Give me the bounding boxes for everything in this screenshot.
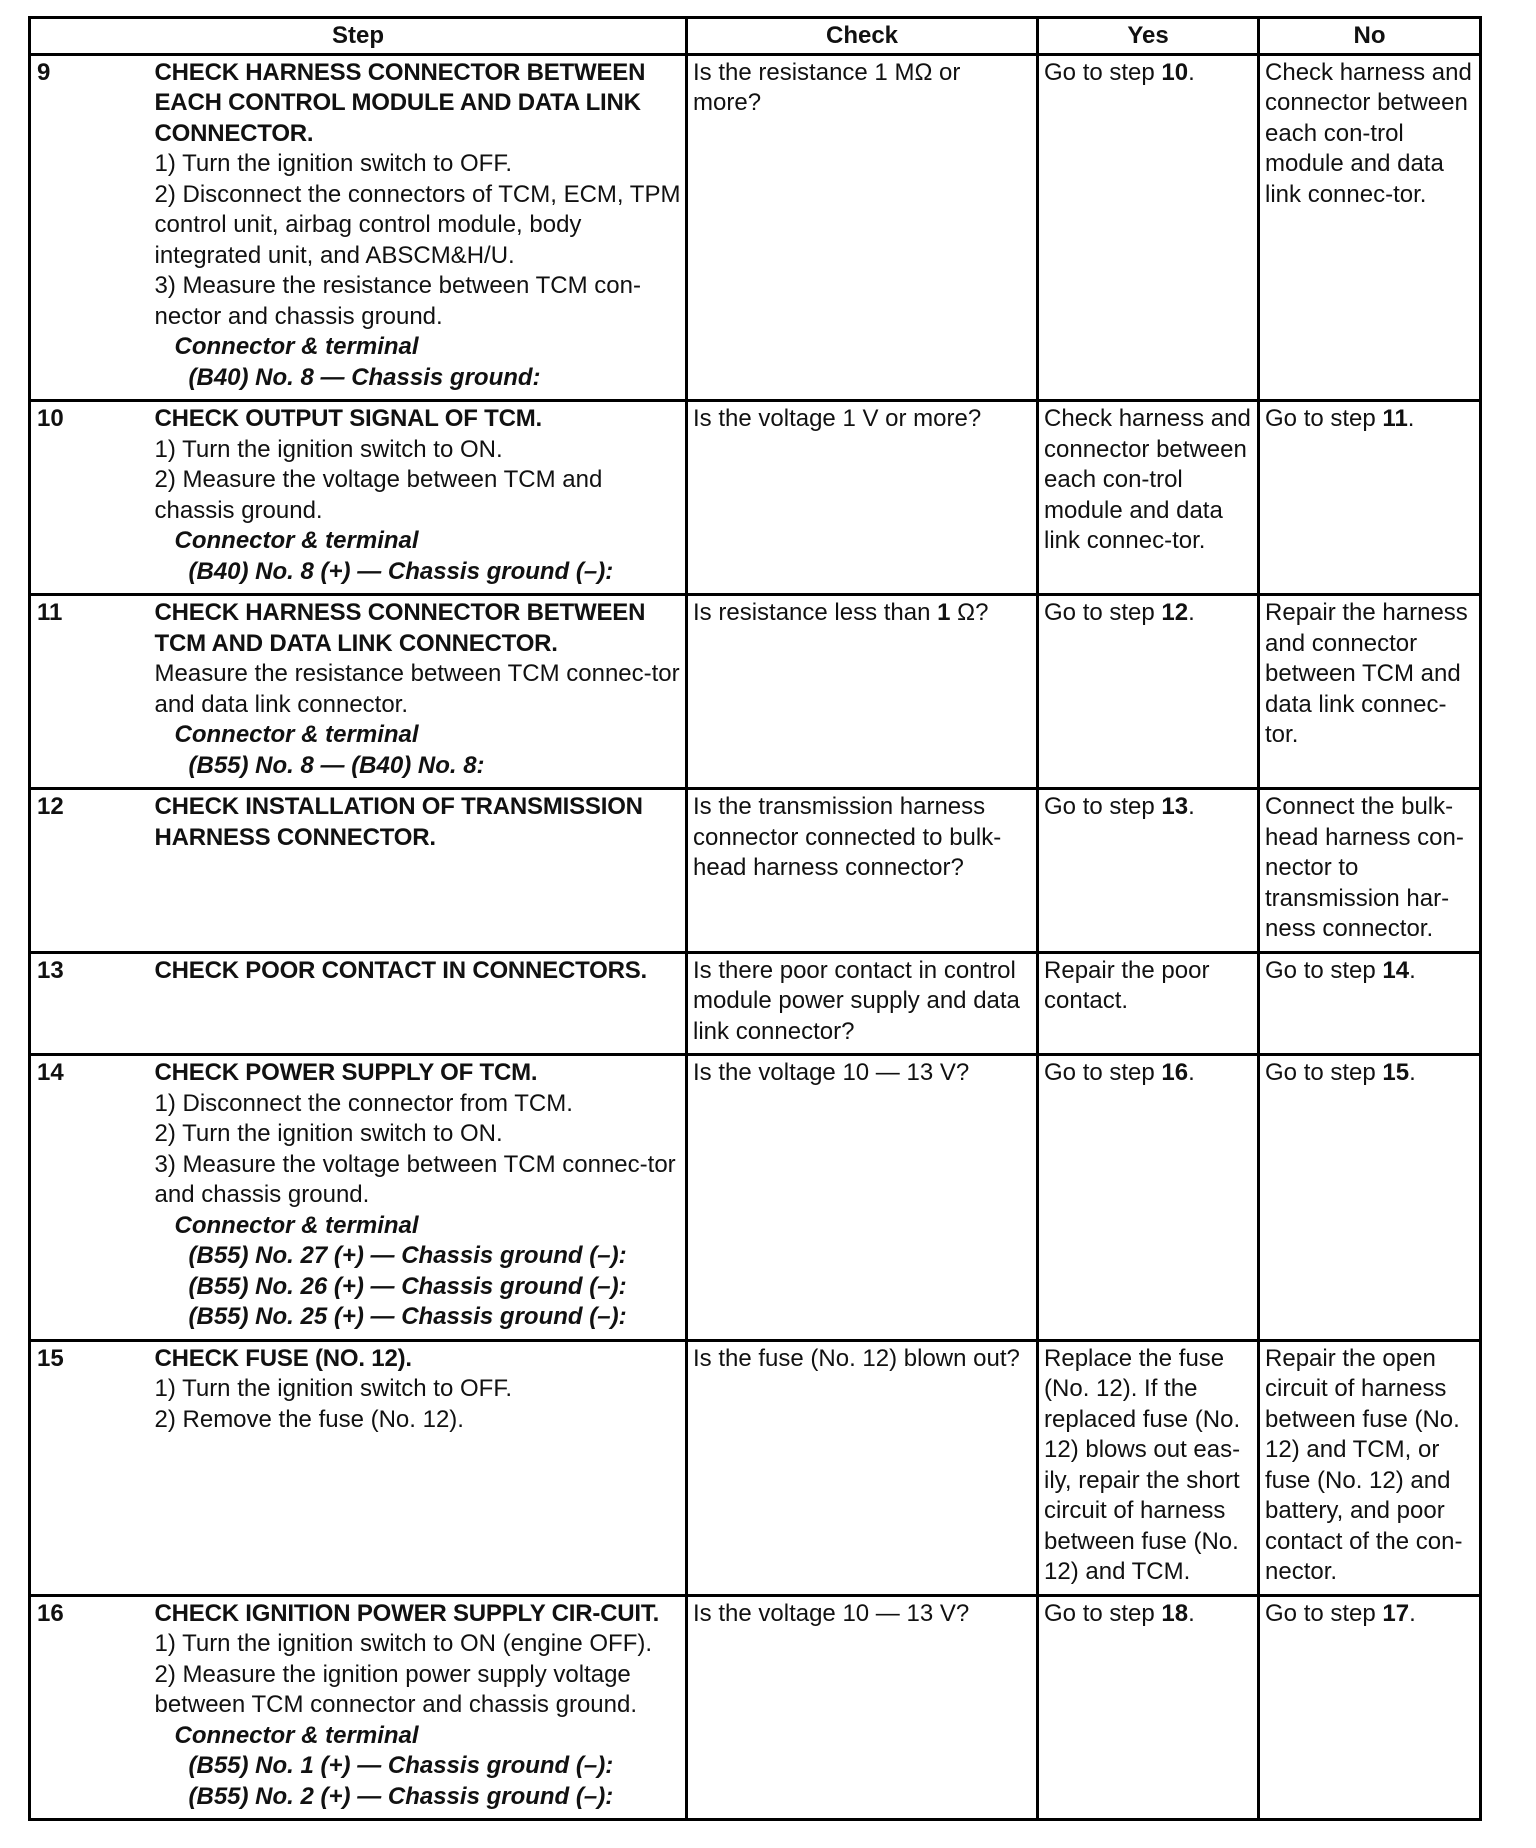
step-description-cell xyxy=(149,1595,687,1820)
no-cell xyxy=(1259,54,1481,401)
go-to-suffix: . xyxy=(1407,405,1415,432)
no-cell xyxy=(1259,1595,1481,1820)
yes-cell xyxy=(1038,1055,1259,1341)
next-step-number: 13 xyxy=(1161,793,1189,820)
no-cell xyxy=(1259,1340,1481,1595)
step-number: 15 xyxy=(37,1344,64,1372)
header-step: Step xyxy=(30,18,687,55)
step-number-cell xyxy=(30,1595,149,1820)
connector-terminal-label: Connector & terminal xyxy=(174,527,419,554)
no-cell xyxy=(1259,595,1481,789)
yes-text: Check harness and connector between each con-trol module and data link connec-tor. xyxy=(1044,405,1251,554)
step-description-cell xyxy=(149,1340,687,1595)
yes-cell xyxy=(1038,401,1259,595)
procedure-line: 2) Turn the ignition switch to ON. xyxy=(154,1120,503,1147)
next-step-number: 12 xyxy=(1161,599,1189,626)
diagnostic-table xyxy=(28,16,1482,1821)
table-row xyxy=(30,54,1481,401)
procedure-line: 2) Measure the ignition power supply voltage between TCM connector and chassis ground. xyxy=(154,1660,637,1718)
step-number: 12 xyxy=(37,793,64,820)
step-title: CHECK HARNESS CONNECTOR BETWEEN TCM AND DATA LINK CONNECTOR. xyxy=(154,599,646,657)
step-title: CHECK IGNITION POWER SUPPLY CIR-CUIT. xyxy=(154,1599,660,1627)
go-to-suffix: . xyxy=(1188,793,1195,820)
step-number: 13 xyxy=(37,956,64,984)
check-cell xyxy=(687,952,1038,1055)
step-title: CHECK POWER SUPPLY OF TCM. xyxy=(154,1059,538,1086)
terminal-spec: (B55) No. 27 (+) — Chassis ground (–): xyxy=(188,1242,627,1269)
table-header-row xyxy=(30,18,1481,55)
step-number: 14 xyxy=(37,1059,64,1086)
procedure-line: 3) Measure the voltage between TCM connec-tor and chassis ground. xyxy=(154,1150,676,1208)
procedure-line: 1) Disconnect the connector from TCM. xyxy=(154,1089,573,1117)
terminal-spec: (B55) No. 1 (+) — Chassis ground (–): xyxy=(188,1752,614,1779)
terminal-spec: (B40) No. 8 (+) — Chassis ground (–): xyxy=(188,557,614,585)
yes-cell xyxy=(1038,952,1259,1055)
go-to-suffix: . xyxy=(1409,956,1416,984)
connector-terminal-label: Connector & terminal xyxy=(174,333,419,360)
next-step-number: 14 xyxy=(1382,956,1410,984)
step-number-cell xyxy=(30,54,149,401)
step-number: 9 xyxy=(37,58,51,86)
next-step-number: 16 xyxy=(1161,1059,1189,1086)
next-step-number: 18 xyxy=(1161,1599,1189,1627)
no-text: Repair the harness and connector between TCM and data link connec-tor. xyxy=(1265,599,1468,748)
connector-terminal-label: Connector & terminal xyxy=(174,1211,419,1239)
header-no: No xyxy=(1259,18,1481,55)
procedure-line: 2) Measure the voltage between TCM and chassis ground. xyxy=(154,466,603,524)
step-number-cell xyxy=(30,1340,149,1595)
no-text: Repair the open circuit of harness between fuse (No. 12) and TCM, or fuse (No. 12) and battery, and poor contact of the con-nector. xyxy=(1265,1344,1463,1585)
go-to-suffix: . xyxy=(1409,1599,1416,1627)
yes-text: Replace the fuse (No. 12). If the replaced fuse (No. 12) blows out eas-ily, repair the short circuit of harness between fuse (No. 12) and TCM. xyxy=(1044,1344,1241,1585)
go-to-text: Go to step xyxy=(1044,793,1162,820)
check-cell xyxy=(687,1055,1038,1341)
step-number-cell xyxy=(30,952,149,1055)
check-text: Is there poor contact in control module power supply and data link connector? xyxy=(693,956,1020,1045)
check-cell xyxy=(687,401,1038,595)
step-title: CHECK OUTPUT SIGNAL OF TCM. xyxy=(154,405,542,432)
no-cell xyxy=(1259,952,1481,1055)
connector-terminal-label: Connector & terminal xyxy=(174,1721,419,1749)
check-cell xyxy=(687,1340,1038,1595)
check-text: Is the resistance 1 MΩ or more? xyxy=(693,58,961,116)
table-row xyxy=(30,952,1481,1055)
procedure-line: 1) Turn the ignition switch to OFF. xyxy=(154,150,512,177)
yes-cell xyxy=(1038,595,1259,789)
go-to-suffix: . xyxy=(1188,58,1195,86)
go-to-text: Go to step xyxy=(1044,1599,1162,1627)
step-number-cell xyxy=(30,789,149,953)
procedure-line: 1) Turn the ignition switch to ON (engine OFF). xyxy=(154,1630,653,1657)
yes-cell xyxy=(1038,54,1259,401)
table-row xyxy=(30,1595,1481,1820)
table-row xyxy=(30,1055,1481,1341)
no-cell xyxy=(1259,789,1481,953)
check-value: 1 xyxy=(937,599,951,626)
terminal-spec: (B55) No. 2 (+) — Chassis ground (–): xyxy=(188,1782,614,1810)
procedure-line: 1) Turn the ignition switch to OFF. xyxy=(154,1375,512,1402)
go-to-suffix: . xyxy=(1188,1059,1195,1086)
go-to-suffix: . xyxy=(1188,599,1195,626)
step-number: 16 xyxy=(37,1599,64,1627)
go-to-text: Go to step xyxy=(1044,1059,1162,1086)
next-step-number: 17 xyxy=(1382,1599,1410,1627)
check-text: Is the voltage 10 — 13 V? xyxy=(693,1059,970,1086)
step-description-cell xyxy=(149,789,687,953)
procedure-line: Measure the resistance between TCM connec-tor and data link connector. xyxy=(154,660,680,718)
step-title: CHECK INSTALLATION OF TRANSMISSION HARNESS CONNECTOR. xyxy=(154,793,643,851)
step-number-cell xyxy=(30,595,149,789)
next-step-number: 11 xyxy=(1382,405,1408,432)
step-description-cell xyxy=(149,1055,687,1341)
connector-terminal-label: Connector & terminal xyxy=(174,721,419,748)
yes-cell xyxy=(1038,789,1259,953)
step-description-cell xyxy=(149,54,687,401)
go-to-text: Go to step xyxy=(1265,956,1383,984)
terminal-spec: (B40) No. 8 — Chassis ground: xyxy=(188,363,541,391)
go-to-text: Go to step xyxy=(1044,58,1162,86)
step-title: CHECK FUSE (NO. 12). xyxy=(154,1344,412,1372)
check-text: Is the fuse (No. 12) blown out? xyxy=(693,1344,1020,1372)
step-title: CHECK HARNESS CONNECTOR BETWEEN EACH CONTROL MODULE AND DATA LINK CONNECTOR. xyxy=(154,58,646,147)
check-text: Is the transmission harness connector connected to bulk-head harness connector? xyxy=(693,793,1002,881)
step-number-cell xyxy=(30,401,149,595)
step-number: 11 xyxy=(37,599,63,626)
step-description-cell xyxy=(149,595,687,789)
no-cell xyxy=(1259,401,1481,595)
check-text: Ω? xyxy=(950,599,989,626)
terminal-spec: (B55) No. 26 (+) — Chassis ground (–): xyxy=(188,1272,627,1300)
terminal-spec: (B55) No. 25 (+) — Chassis ground (–): xyxy=(188,1303,627,1330)
table-row xyxy=(30,595,1481,789)
step-number-cell xyxy=(30,1055,149,1341)
header-yes: Yes xyxy=(1038,18,1259,55)
yes-text: Repair the poor contact. xyxy=(1044,956,1210,1014)
yes-cell xyxy=(1038,1340,1259,1595)
diagnostic-procedure-document xyxy=(28,16,1479,1821)
no-text: Check harness and connector between each con-trol module and data link connec-tor. xyxy=(1265,58,1472,208)
go-to-text: Go to step xyxy=(1265,405,1383,432)
check-text: Is the voltage 1 V or more? xyxy=(693,405,982,432)
procedure-line: 2) Remove the fuse (No. 12). xyxy=(154,1405,464,1433)
no-cell xyxy=(1259,1055,1481,1341)
check-cell xyxy=(687,789,1038,953)
step-title: CHECK POOR CONTACT IN CONNECTORS. xyxy=(154,956,648,984)
go-to-text: Go to step xyxy=(1265,1599,1383,1627)
next-step-number: 15 xyxy=(1382,1059,1410,1086)
step-number: 10 xyxy=(37,405,64,432)
procedure-line: 3) Measure the resistance between TCM con-nector and chassis ground. xyxy=(154,272,641,330)
next-step-number: 10 xyxy=(1161,58,1189,86)
yes-cell xyxy=(1038,1595,1259,1820)
table-row xyxy=(30,789,1481,953)
check-cell xyxy=(687,54,1038,401)
table-row xyxy=(30,1340,1481,1595)
terminal-spec: (B55) No. 8 — (B40) No. 8: xyxy=(188,751,485,779)
no-text: Connect the bulk-head harness con-nector to transmission har-ness connector. xyxy=(1265,793,1464,942)
go-to-suffix: . xyxy=(1188,1599,1195,1627)
header-check: Check xyxy=(687,18,1038,55)
step-description-cell xyxy=(149,401,687,595)
step-description-cell xyxy=(149,952,687,1055)
check-cell xyxy=(687,595,1038,789)
procedure-line: 2) Disconnect the connectors of TCM, ECM, TPM control unit, airbag control module, body integrated unit, and ABSCM&H/U. xyxy=(154,180,681,269)
check-text: Is the voltage 10 — 13 V? xyxy=(693,1599,970,1627)
go-to-text: Go to step xyxy=(1265,1059,1383,1086)
go-to-text: Go to step xyxy=(1044,599,1162,626)
table-row xyxy=(30,401,1481,595)
check-cell xyxy=(687,1595,1038,1820)
go-to-suffix: . xyxy=(1409,1059,1416,1086)
procedure-line: 1) Turn the ignition switch to ON. xyxy=(154,435,503,463)
check-text: Is resistance less than xyxy=(693,599,938,626)
